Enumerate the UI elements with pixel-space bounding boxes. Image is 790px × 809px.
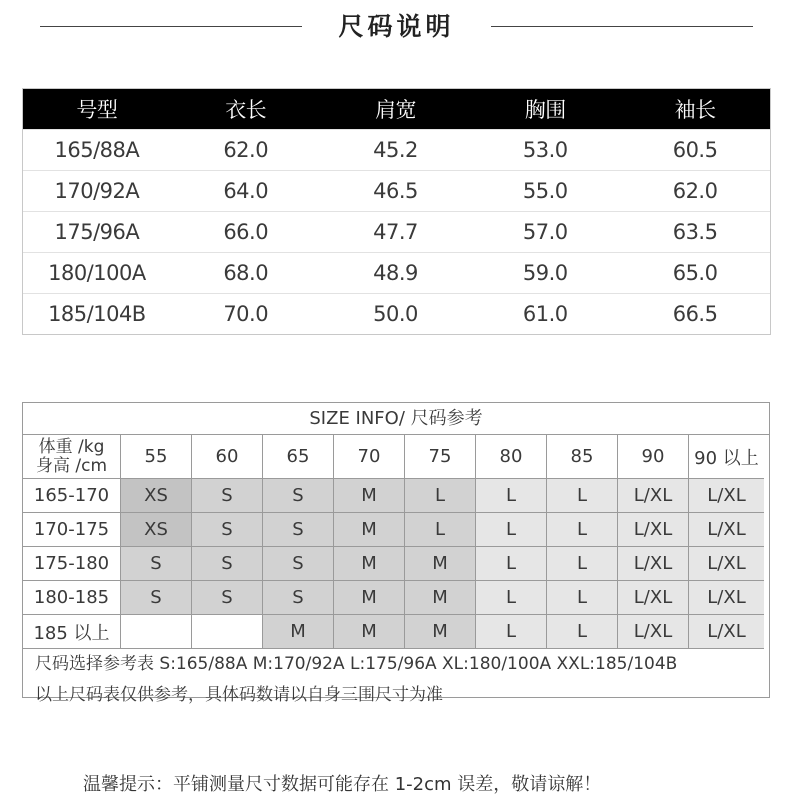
size-grid <box>23 435 769 649</box>
weight-header-cell: 70 <box>334 435 405 479</box>
header-cell: 肩宽 <box>374 98 416 122</box>
title-divider-left <box>40 26 302 27</box>
size-cell: M <box>263 615 334 649</box>
weight-label: 体重 /kg <box>38 436 105 457</box>
size-cell: S <box>192 547 263 581</box>
table-row <box>23 252 770 293</box>
table-cell: 65.0 <box>672 261 718 285</box>
size-cell: S <box>192 479 263 513</box>
table-cell: 47.7 <box>373 220 418 244</box>
size-cell: S <box>121 547 192 581</box>
height-cell: 165-170 <box>23 479 121 513</box>
table-cell: 62.0 <box>672 179 718 203</box>
table-cell: 59.0 <box>522 261 568 285</box>
header-cell: 号型 <box>76 98 118 122</box>
table-row <box>23 211 770 252</box>
table-cell: 62.0 <box>223 138 269 162</box>
table-row <box>23 170 770 211</box>
size-cell: M <box>334 479 405 513</box>
weight-header-cell: 55 <box>121 435 192 479</box>
size-cell: L <box>547 479 618 513</box>
weight-header-cell: 85 <box>547 435 618 479</box>
table-row <box>23 129 770 170</box>
table-row <box>23 293 770 334</box>
table-cell: 170/92A <box>54 179 140 203</box>
size-cell: M <box>334 581 405 615</box>
size-cell: S <box>121 581 192 615</box>
page-title: 尺码说明 <box>338 12 455 41</box>
title-divider-right <box>491 26 753 27</box>
weight-header-cell: 60 <box>192 435 263 479</box>
size-cell: S <box>263 581 334 615</box>
weight-header-cell: 90 以上 <box>689 435 764 479</box>
height-cell: 170-175 <box>23 513 121 547</box>
table-cell: 61.0 <box>522 302 568 326</box>
height-label: 身高 /cm <box>35 455 108 476</box>
size-cell: L/XL <box>618 479 689 513</box>
title-area <box>0 0 790 52</box>
size-cell: L/XL <box>689 479 764 513</box>
size-info-table <box>22 402 770 705</box>
size-cell: M <box>405 547 476 581</box>
weight-header-cell: 65 <box>263 435 334 479</box>
weight-header-cell: 75 <box>405 435 476 479</box>
table-cell: 46.5 <box>373 179 418 203</box>
table-cell: 175/96A <box>54 220 140 244</box>
size-cell: L/XL <box>618 581 689 615</box>
measurement-header-row <box>23 89 770 129</box>
size-info-header: SIZE INFO/ 尺码参考 <box>23 403 769 435</box>
size-cell: S <box>192 513 263 547</box>
header-cell: 衣长 <box>225 98 267 122</box>
table-cell: 45.2 <box>373 138 418 162</box>
header-cell: 袖长 <box>674 98 716 122</box>
size-cell: L <box>476 479 547 513</box>
table-cell: 60.5 <box>672 138 718 162</box>
height-cell: 180-185 <box>23 581 121 615</box>
corner-label <box>23 435 121 479</box>
size-cell: L <box>547 547 618 581</box>
size-cell: L/XL <box>689 513 764 547</box>
size-cell: L <box>547 615 618 649</box>
weight-header-cell: 80 <box>476 435 547 479</box>
size-cell: L <box>476 513 547 547</box>
size-cell: L <box>476 547 547 581</box>
table-cell: 165/88A <box>54 138 140 162</box>
table-cell: 66.0 <box>223 220 269 244</box>
size-cell: M <box>334 513 405 547</box>
footer-tip: 温馨提示：平铺测量尺寸数据可能存在 1-2cm 误差，敬请谅解！ <box>83 774 602 795</box>
size-reference-note: 尺码选择参考表 S:165/88A M:170/92A L:175/96A XL:180/100A XXL:185/104B <box>35 654 678 674</box>
size-cell: L <box>476 615 547 649</box>
table-cell: 66.5 <box>672 302 718 326</box>
size-cell: L/XL <box>618 615 689 649</box>
size-cell: M <box>405 581 476 615</box>
header-cell: 胸围 <box>524 98 566 122</box>
size-cell: S <box>263 513 334 547</box>
size-cell <box>121 615 192 649</box>
size-cell: L/XL <box>689 581 764 615</box>
size-cell: XS <box>121 513 192 547</box>
size-cell: L <box>405 513 476 547</box>
table-cell: 50.0 <box>373 302 418 326</box>
disclaimer-note: 以上尺码表仅供参考，具体码数请以自身三围尺寸为准 <box>35 685 443 705</box>
size-cell: M <box>334 615 405 649</box>
table-cell: 185/104B <box>48 302 146 326</box>
table-cell: 70.0 <box>223 302 269 326</box>
size-cell: M <box>405 615 476 649</box>
size-cell: S <box>263 547 334 581</box>
table-cell: 53.0 <box>522 138 568 162</box>
size-cell <box>192 615 263 649</box>
measurement-table <box>22 88 771 335</box>
size-cell: L <box>547 513 618 547</box>
size-cell: L/XL <box>618 513 689 547</box>
table-cell: 64.0 <box>223 179 269 203</box>
size-cell: S <box>192 581 263 615</box>
size-cell: L <box>405 479 476 513</box>
size-cell: M <box>334 547 405 581</box>
table-cell: 48.9 <box>373 261 418 285</box>
height-cell: 185 以上 <box>23 615 121 649</box>
table-cell: 57.0 <box>522 220 568 244</box>
size-cell: L/XL <box>618 547 689 581</box>
size-cell: S <box>263 479 334 513</box>
size-cell: L <box>476 581 547 615</box>
table-cell: 68.0 <box>223 261 269 285</box>
size-cell: XS <box>121 479 192 513</box>
size-cell: L/XL <box>689 615 764 649</box>
table-cell: 180/100A <box>48 261 146 285</box>
weight-header-cell: 90 <box>618 435 689 479</box>
height-cell: 175-180 <box>23 547 121 581</box>
size-cell: L <box>547 581 618 615</box>
table-cell: 63.5 <box>672 220 718 244</box>
size-cell: L/XL <box>689 547 764 581</box>
table-cell: 55.0 <box>522 179 568 203</box>
